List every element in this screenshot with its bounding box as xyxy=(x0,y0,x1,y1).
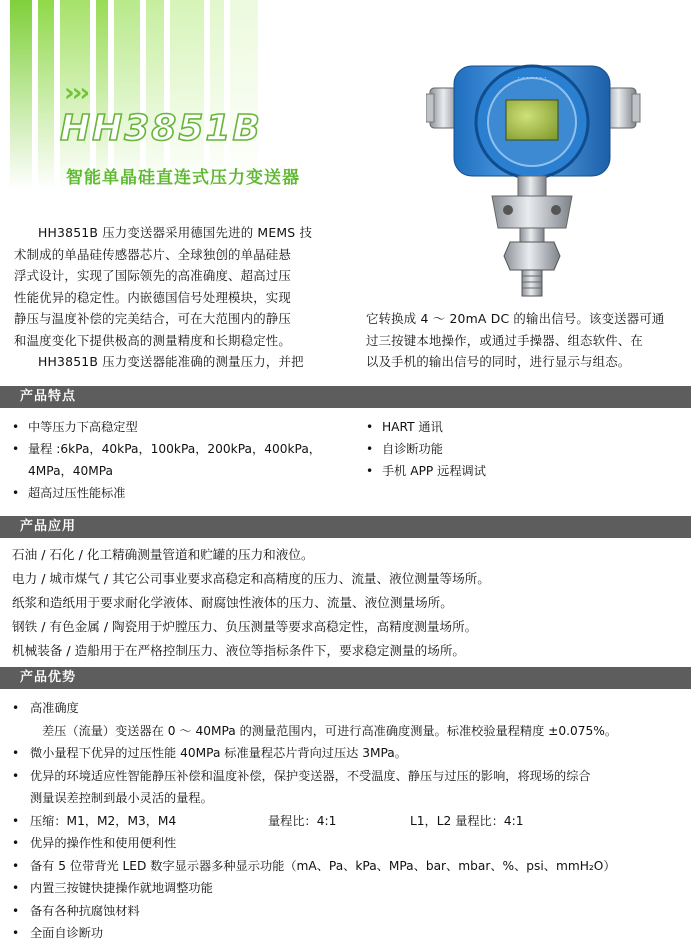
list-item: • 高准确度 xyxy=(6,697,617,720)
list-item: • 压缩：M1，M2，M3，M4 量程比：4:1 L1，L2 量程比：4:1 xyxy=(6,810,617,833)
section-title: 产品特点 xyxy=(20,389,77,404)
list-item: • 备有 5 位带背光 LED 数字显示器多种显示功能（mA、Pa、kPa、MPa、bar、mbar、%、psi、mmH₂O） xyxy=(6,855,617,878)
bullet-icon: • xyxy=(12,768,20,783)
list-item: 纸浆和造纸用于要求耐化学液体、耐腐蚀性液体的压力、流量、液位测量场所。 xyxy=(12,595,453,610)
green-bar xyxy=(230,0,258,190)
advantages-list xyxy=(6,697,617,945)
product-subtitle: 智能单晶硅直连式压力变送器 xyxy=(66,168,300,188)
features-list-right xyxy=(360,416,486,482)
list-item: • 量程 :6kPa，40kPa，100kPa，200kPa，400kPa， xyxy=(6,438,321,460)
list-item: • 超高过压性能标准 xyxy=(6,482,321,504)
bullet-icon: • xyxy=(12,746,20,760)
list-item: • 微小量程下优异的过压性能 40MPa 标准量程芯片背向过压达 3MPa。 xyxy=(6,742,617,765)
intro-line: HH3851B 压力变送器采用德国先进的 MEMS 技 xyxy=(38,225,313,240)
list-item: • 中等压力下高稳定型 xyxy=(6,416,321,438)
bullet-icon: • xyxy=(12,903,20,918)
bullet-icon: • xyxy=(12,858,20,873)
intro-left xyxy=(14,222,312,373)
intro-line: 过三按键本地操作，或通过手操器、组态软件、在 xyxy=(366,332,643,348)
bullet-icon: • xyxy=(366,420,374,434)
list-item: 机械装备 / 造船用于在严格控制压力、液位等指标条件下，要求稳定测量的场所。 xyxy=(12,643,466,658)
list-item: 4MPa，40MPa xyxy=(28,464,114,478)
list-item: • 优异的操作性和使用便利性 xyxy=(6,832,617,855)
green-bar xyxy=(210,0,224,190)
header-decoration xyxy=(0,0,290,190)
intro-line: 术制成的单晶硅传感器芯片、全球独创的单晶硅悬 xyxy=(14,246,291,262)
section-header-advantages xyxy=(0,667,691,689)
bullet-icon: • xyxy=(366,464,374,478)
list-item: 测量误差控制到最小灵活的量程。 xyxy=(30,791,213,805)
chevron-icon: ››› xyxy=(64,78,88,108)
bullet-icon: • xyxy=(12,813,20,828)
intro-line: HH3851B 压力变送器能准确的测量压力，并把 xyxy=(38,354,304,369)
svg-text:· · · · · · ·: · · · · · · · xyxy=(517,74,547,82)
section-title: 产品应用 xyxy=(20,519,77,534)
applications-list xyxy=(12,543,490,663)
green-bar xyxy=(114,0,140,190)
bullet-icon: • xyxy=(12,486,20,500)
bullet-icon: • xyxy=(12,420,20,434)
intro-line: 浮式设计，实现了国际领先的高准确度、超高过压 xyxy=(14,268,291,283)
bullet-icon: • xyxy=(12,442,20,456)
green-bar xyxy=(146,0,164,190)
pressure-transmitter-image xyxy=(426,60,658,300)
bullet-icon: • xyxy=(12,701,20,715)
green-bar xyxy=(10,0,32,190)
list-item: 电力 / 城市煤气 / 其它公司事业要求高稳定和高精度的压力、流量、液位测量等场所。 xyxy=(12,571,490,586)
intro-line: 它转换成 4 ～ 20mA DC 的输出信号。该变送器可通 xyxy=(366,311,665,326)
list-item: 石油 / 石化 / 化工精确测量管道和贮罐的压力和液位。 xyxy=(12,547,314,562)
intro-line: 性能优异的稳定性。内嵌德国信号处理模块，实现 xyxy=(14,289,291,305)
bullet-icon: • xyxy=(366,442,374,456)
list-item: 钢铁 / 有色金属 / 陶瓷用于炉膛压力、负压测量等要求高稳定性，高精度测量场所。 xyxy=(12,619,478,634)
list-item: • 手机 APP 远程调试 xyxy=(360,460,486,482)
green-bar xyxy=(170,0,204,190)
list-item: • 优异的环境适应性智能静压补偿和温度补偿，保护变送器，不受温度、静压与过压的影响，将现场的综合 xyxy=(6,765,617,788)
bullet-icon: • xyxy=(12,926,20,940)
list-item-detail: 差压（流量）变送器在 0 ～ 40MPa 的测量范围内，可进行高准确度测量。标准校验量程精度 ±0.075%。 xyxy=(42,723,618,738)
list-item: • HART 通讯 xyxy=(360,416,486,438)
section-header-features xyxy=(0,386,691,408)
intro-line: 以及手机的输出信号的同时，进行显示与组态。 xyxy=(366,354,631,369)
bullet-icon: • xyxy=(12,881,20,895)
section-header-applications xyxy=(0,516,691,538)
green-bar xyxy=(38,0,54,190)
list-item: • 全面自诊断功 xyxy=(6,922,617,945)
green-bar xyxy=(96,0,108,190)
bullet-icon: • xyxy=(12,836,20,850)
product-model: HH3851B xyxy=(60,108,262,149)
list-item: • 自诊断功能 xyxy=(360,438,486,460)
intro-line: 静压与温度补偿的完美结合，可在大范围内的静压 xyxy=(14,311,291,326)
intro-right xyxy=(366,308,665,373)
section-title: 产品优势 xyxy=(20,670,77,685)
features-list-left xyxy=(6,416,321,504)
list-item: • 内置三按键快捷操作就地调整功能 xyxy=(6,877,617,900)
intro-line: 和温度变化下提供极高的测量精度和长期稳定性。 xyxy=(14,332,291,348)
list-item: • 备有各种抗腐蚀材料 xyxy=(6,900,617,923)
